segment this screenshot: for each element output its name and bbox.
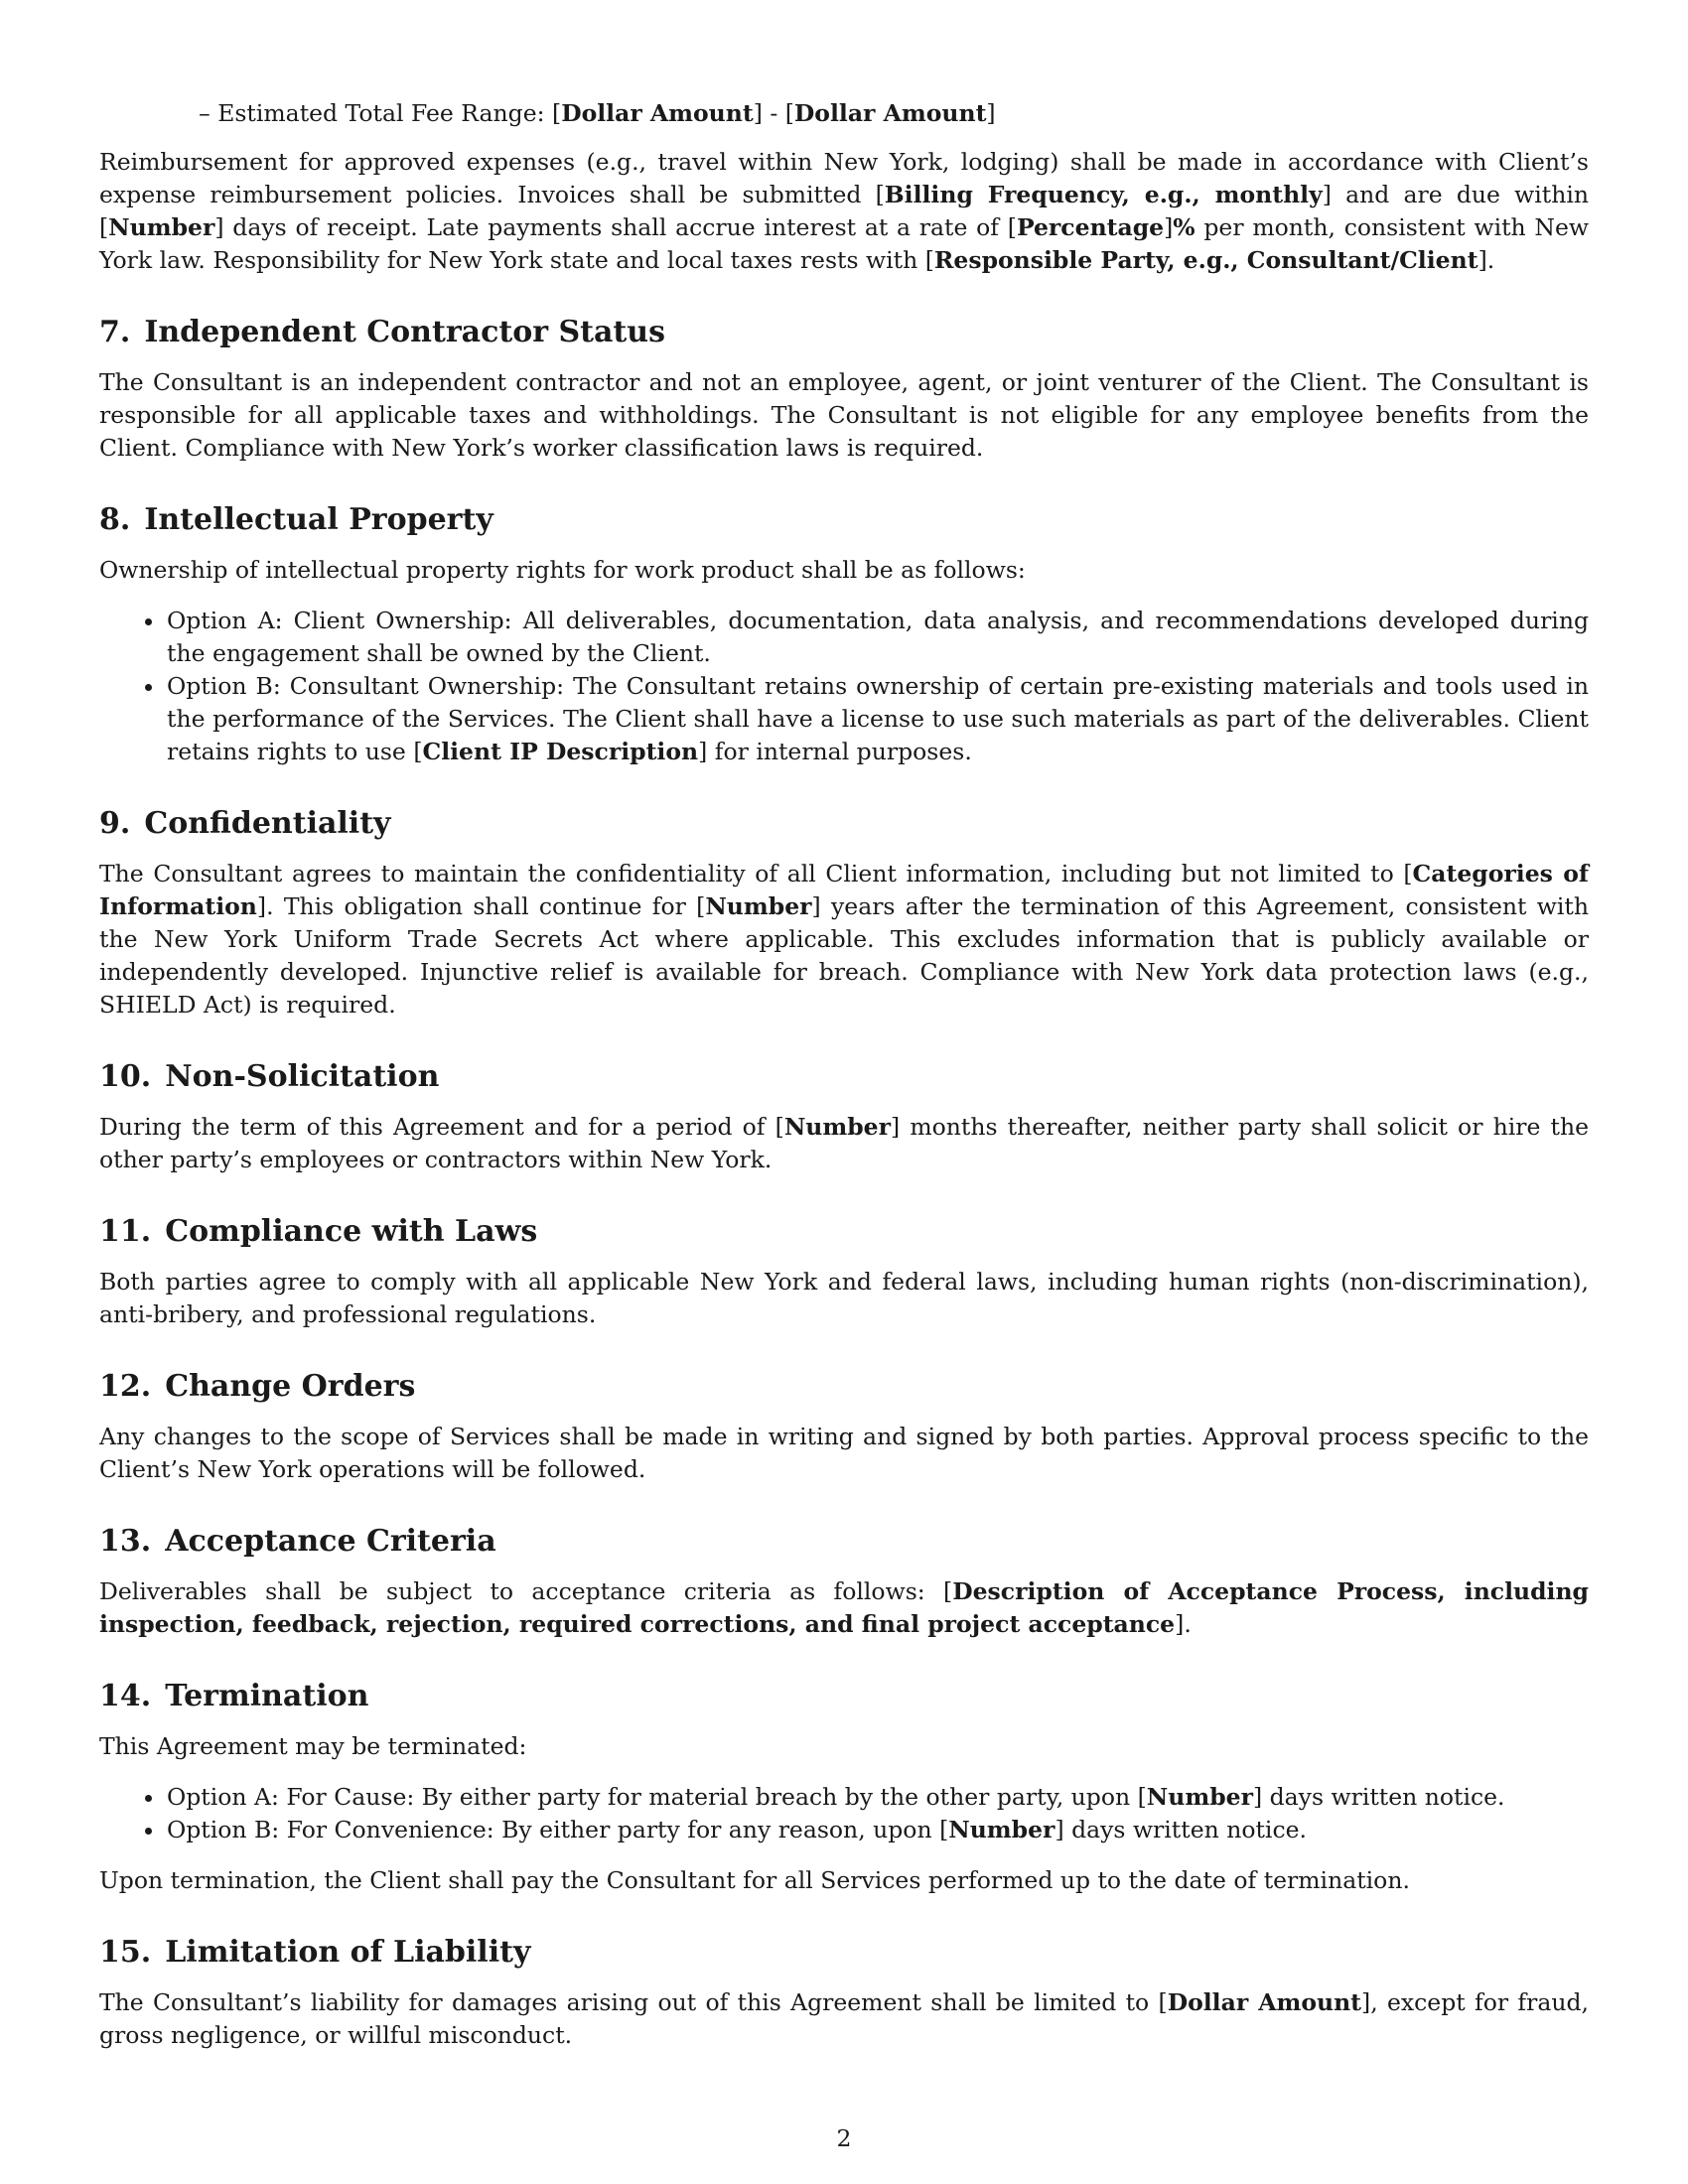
fee-range-label: – Estimated Total Fee Range: — [199, 99, 553, 127]
limitation-of-liability-paragraph: The Consultant’s liability for damages arising out of this Agreement shall be limited to [Dollar Amount], except for fraud, gross negligence, or willful misconduct. — [99, 1988, 1589, 2049]
section-heading-acceptance-criteria: 13. Acceptance Criteria — [99, 1524, 496, 1559]
fee-range-separator: - — [762, 99, 785, 127]
intellectual-property-options — [99, 605, 1589, 768]
section-heading-limitation-of-liability: 15. Limitation of Liability — [99, 1935, 531, 1970]
reimbursement-paragraph: Reimbursement for approved expenses (e.g., travel within New York, lodging) shall be made in accordance with Client’s expense reimbursement policies. Invoices shall be submitted [Billing Frequency, e.g., monthly] and are due within [Number] days of receipt. Late payments shall accrue interest at a rate of [Percentage]% per month, consistent with New York law. Responsibility for New York state and local taxes rests with [Responsible Party, e.g., Consultant/Client]. — [99, 148, 1590, 274]
placeholder-billing-frequency: Billing Frequency, e.g., monthly — [884, 181, 1323, 208]
intellectual-property-intro: Ownership of intellectual property rights for work product shall be as follows: — [99, 556, 1026, 584]
ip-option-a: Option A: Client Ownership: All deliverables, documentation, data analysis, and recommendations developed during the engagement shall be owned by the Client. — [167, 605, 1589, 670]
document-page — [99, 97, 1589, 2052]
section-heading-intellectual-property: 8. Intellectual Property — [99, 502, 493, 537]
placeholder-percentage: Percentage — [1016, 213, 1165, 241]
termination-intro: This Agreement may be terminated: — [99, 1732, 527, 1760]
placeholder-acceptance-process: Description of Acceptance Process, including inspection, feedback, rejection, required corrections, and final project acceptance — [99, 1577, 1589, 1638]
section-heading-termination: 14. Termination — [99, 1679, 369, 1713]
non-solicitation-paragraph: During the term of this Agreement and for a period of [Number] months thereafter, neither party shall solicit or hire the other party’s employees or contractors within New York. — [99, 1113, 1589, 1173]
section-heading-independent-contractor: 7. Independent Contractor Status — [99, 315, 665, 349]
estimated-fee-range-item: – Estimated Total Fee Range: [Dollar Amount] - [Dollar Amount] — [199, 99, 996, 127]
confidentiality-paragraph: The Consultant agrees to maintain the confidentiality of all Client information, including but not limited to [Categories of Information]. This obligation shall continue for [Number] years after the termination of this Agreement, consistent with the New York Uniform Trade Secrets Act where applicable. This excludes information that is publicly available or independently developed. Injunctive relief is available for breach. Compliance with New York data protection laws (e.g., SHIELD Act) is required. — [99, 860, 1589, 1019]
termination-option-b: Option B: For Convenience: By either party for any reason, upon [Number] days written notice. — [167, 1814, 1589, 1846]
placeholder-number: Number — [705, 892, 812, 920]
termination-closing-paragraph: Upon termination, the Client shall pay the Consultant for all Services performed up to the date of termination. — [99, 1866, 1410, 1894]
termination-options — [99, 1781, 1589, 1846]
placeholder-number: Number — [948, 1816, 1055, 1843]
section-heading-confidentiality: 9. Confidentiality — [99, 806, 391, 841]
placeholder-client-ip-description: Client IP Description — [422, 738, 699, 765]
compliance-paragraph: Both parties agree to comply with all applicable New York and federal laws, including human rights (non-discrimination), anti-bribery, and professional regulations. — [99, 1268, 1589, 1328]
independent-contractor-paragraph: The Consultant is an independent contractor and not an employee, agent, or joint venturer of the Client. The Consultant is responsible for all applicable taxes and withholdings. The Consultant is not eligible for any employee benefits from the Client. Compliance with New York’s worker classification laws is required. — [99, 368, 1589, 462]
change-orders-paragraph: Any changes to the scope of Services shall be made in writing and signed by both parties. Approval process specific to the Client’s New York operations will be followed. — [99, 1423, 1589, 1483]
ip-option-b: Option B: Consultant Ownership: The Consultant retains ownership of certain pre-existing materials and tools used in the performance of the Services. The Client shall have a license to use such materials as part of the deliverables. Client retains rights to use [Client IP Description] for internal purposes. — [167, 670, 1589, 768]
placeholder-number: Number — [783, 1113, 892, 1141]
placeholder-number: Number — [1146, 1783, 1253, 1811]
placeholder-responsible-party: Responsible Party, e.g., Consultant/Client — [933, 246, 1478, 274]
placeholder-dollar-amount: Dollar Amount — [561, 99, 754, 127]
section-heading-change-orders: 12. Change Orders — [99, 1369, 416, 1404]
page-number: 2 — [836, 2124, 852, 2152]
acceptance-criteria-paragraph: Deliverables shall be subject to acceptance criteria as follows: [Description of Acceptance Process, including inspection, feedback, rejection, required corrections, and final project acceptance]. — [99, 1577, 1589, 1638]
placeholder-categories-of-information: Categories of Information — [99, 860, 1589, 920]
placeholder-number: Number — [108, 213, 215, 241]
termination-option-a: Option A: For Cause: By either party for material breach by the other party, upon [Number] days written notice. — [167, 1781, 1589, 1814]
section-heading-compliance-with-laws: 11. Compliance with Laws — [99, 1214, 538, 1249]
placeholder-dollar-amount: Dollar Amount — [1167, 1988, 1362, 2016]
placeholder-dollar-amount: Dollar Amount — [793, 99, 987, 127]
section-heading-non-solicitation: 10. Non-Solicitation — [99, 1059, 440, 1094]
